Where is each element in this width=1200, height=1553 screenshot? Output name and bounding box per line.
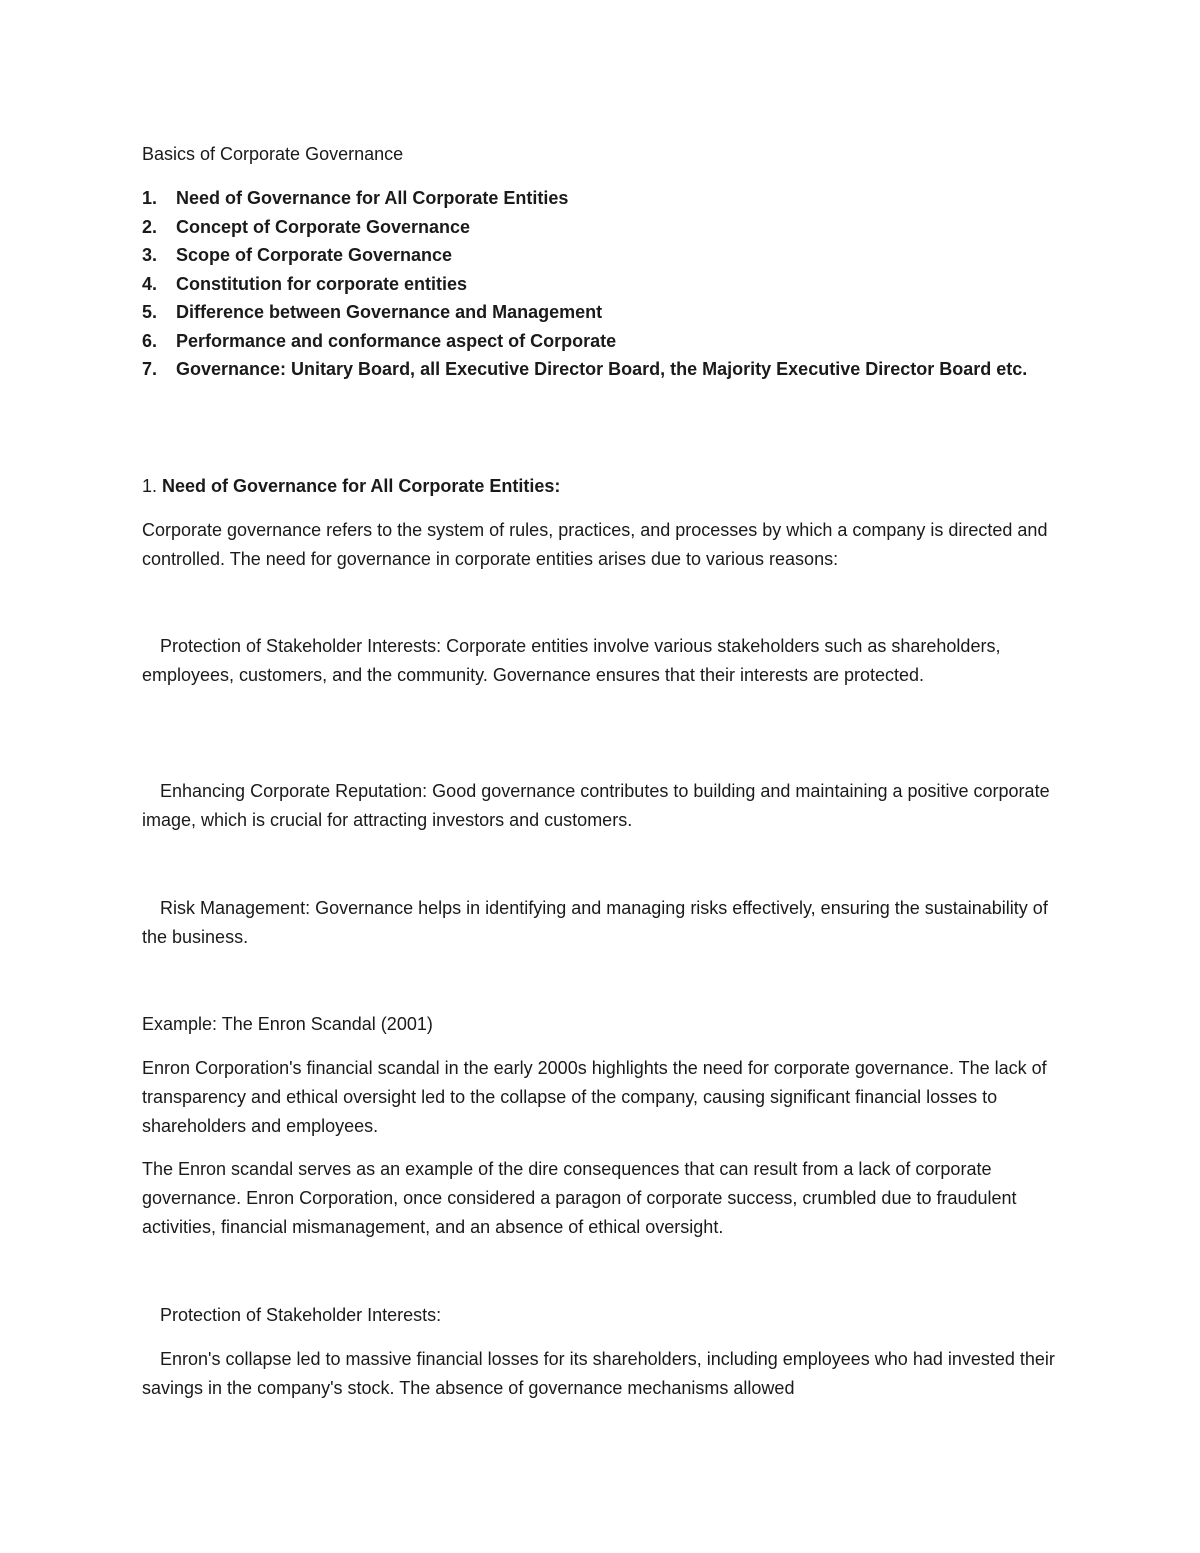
toc-item xyxy=(142,213,1062,242)
toc-item-text: Need of Governance for All Corporate Entities xyxy=(176,188,569,208)
document-body xyxy=(142,140,1062,1398)
intro-paragraph: Corporate governance refers to the system of rules, practices, and processes by which a company is directed and controlled. The need for governance in corporate entities arises due to various reasons: xyxy=(142,520,1048,569)
toc-item-text: Performance and conformance aspect of Corporate xyxy=(176,330,617,351)
sub-paragraph-1: Enron's collapse led to massive financial losses for its shareholders, including employees who had invested their savings in the company's stock. The absence of governance mechanisms allowed xyxy=(142,1349,1055,1398)
example-paragraph-1: Enron Corporation's financial scandal in the early 2000s highlights the need for corporate governance. The lack of transparency and ethical oversight led to the collapse of the company, causing significant financial losses to shareholders and employees. xyxy=(142,1058,1047,1136)
toc-item-number: 4. xyxy=(142,273,158,294)
toc-item xyxy=(142,241,1062,270)
protection-paragraph: Protection of Stakeholder Interests: Corporate entities involve various stakeholders such as shareholders, employees, customers, and the community. Governance ensures that their interests are protected. xyxy=(142,636,1001,685)
document-title: Basics of Corporate Governance xyxy=(142,144,404,164)
toc-item-text: Concept of Corporate Governance xyxy=(176,216,471,237)
example-paragraph-2: The Enron scandal serves as an example of the dire consequences that can result from a lack of corporate governance. Enron Corporation, once considered a paragon of corporate success, crumbled due to fraudulent activities, financial mismanagement, and an absence of ethical oversight. xyxy=(142,1159,1017,1237)
toc-item-text: Constitution for corporate entities xyxy=(176,273,468,294)
toc-item-text: Governance: Unitary Board, all Executive Director Board, the Majority Executive Director Board etc. xyxy=(176,359,1028,379)
toc-item-number: 2. xyxy=(142,216,158,237)
toc-item-number: 1. xyxy=(142,188,158,208)
reputation-paragraph: Enhancing Corporate Reputation: Good governance contributes to building and maintaining a positive corporate image, which is crucial for attracting investors and customers. xyxy=(142,781,1050,830)
toc-item xyxy=(142,327,1062,356)
example-title: Example: The Enron Scandal (2001) xyxy=(142,1014,433,1034)
toc-item xyxy=(142,298,1062,327)
toc-item-number: 3. xyxy=(142,245,158,265)
toc-item-text: Difference between Governance and Management xyxy=(176,302,603,322)
toc-item-number: 7. xyxy=(142,359,158,379)
toc-item-number: 5. xyxy=(142,302,158,322)
toc-item xyxy=(142,270,1062,299)
risk-paragraph: Risk Management: Governance helps in identifying and managing risks effectively, ensuring the sustainability of the business. xyxy=(142,898,1048,947)
section-number: 1. xyxy=(142,476,158,496)
toc-item-text: Scope of Corporate Governance xyxy=(176,245,453,265)
toc-item xyxy=(142,355,1062,384)
section-heading xyxy=(142,472,560,501)
toc-item-number: 6. xyxy=(142,330,158,351)
table-of-contents xyxy=(142,184,1062,384)
sub-heading: Protection of Stakeholder Interests: xyxy=(160,1305,442,1325)
toc-item xyxy=(142,184,1062,213)
section-heading-text: Need of Governance for All Corporate Entities: xyxy=(162,476,561,496)
